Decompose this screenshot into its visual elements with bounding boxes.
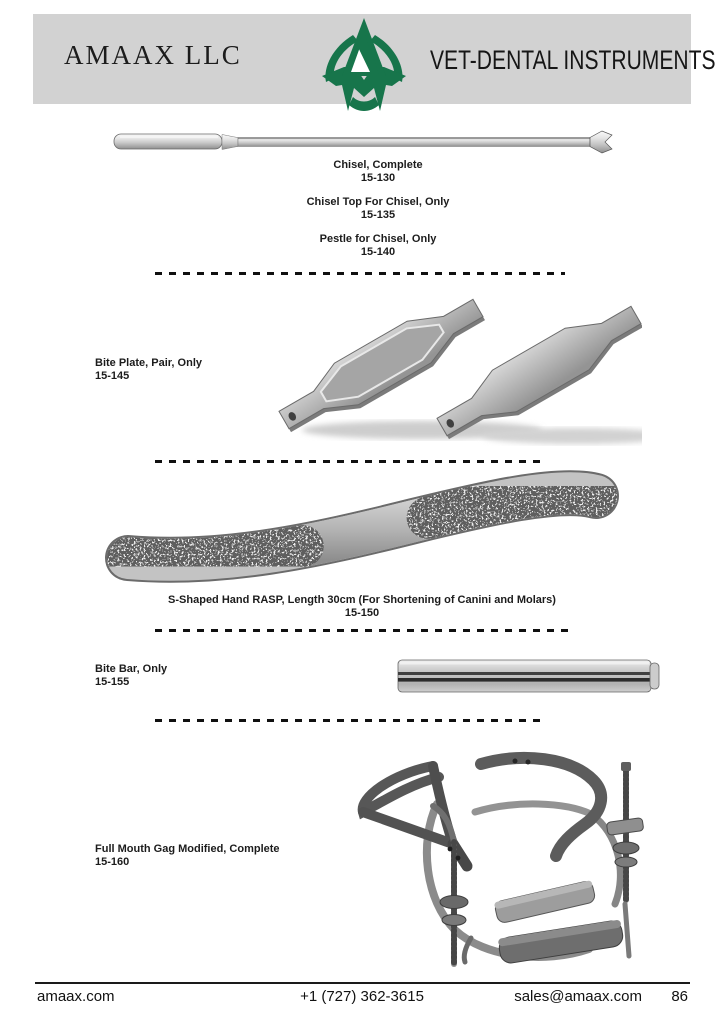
product-name: Bite Bar, Only [95,663,168,675]
footer-website: amaax.com [37,988,115,1005]
bite-plate-label [95,357,202,383]
product-code: 15-150 [344,607,380,619]
product-entry [128,159,628,185]
bite-plate-image [272,296,642,448]
footer-email: sales@amaax.com [514,988,642,1005]
product-name: Chisel Top For Chisel, Only [306,196,450,208]
product-name: S-Shaped Hand RASP, Length 30cm (For Shortening of Canini and Molars) [168,594,556,606]
mouth-gag-label [95,843,280,869]
product-name: Chisel, Complete [333,159,423,171]
product-code: 15-155 [95,676,130,688]
product-name: Bite Plate, Pair, Only [95,357,202,369]
section-divider [155,460,540,463]
product-entry [128,196,628,222]
amaax-logo-icon [320,18,408,116]
footer-phone: +1 (727) 362-3615 [300,988,424,1005]
bite-bar-image [396,655,662,697]
section-divider [155,629,570,632]
section-divider [155,719,540,722]
product-entry [128,233,628,259]
product-code: 15-135 [360,209,396,221]
chisel-product-list [128,159,628,270]
chisel-image [110,125,615,159]
footer-rule [35,982,690,984]
footer-page-number: 86 [671,988,688,1005]
rasp-label [62,594,662,620]
product-code: 15-160 [95,856,130,868]
bite-bar-label [95,663,167,689]
product-code: 15-130 [360,172,396,184]
product-code: 15-145 [95,370,130,382]
product-name: Full Mouth Gag Modified, Complete [95,843,280,855]
product-name: Pestle for Chisel, Only [319,233,437,245]
company-name: AMAAX LLC [64,40,242,70]
page-title: VET-DENTAL INSTRUMENTS [430,45,716,75]
rasp-image [102,466,622,594]
product-code: 15-140 [360,246,396,258]
mouth-gag-image [333,750,663,975]
section-divider [155,272,565,275]
